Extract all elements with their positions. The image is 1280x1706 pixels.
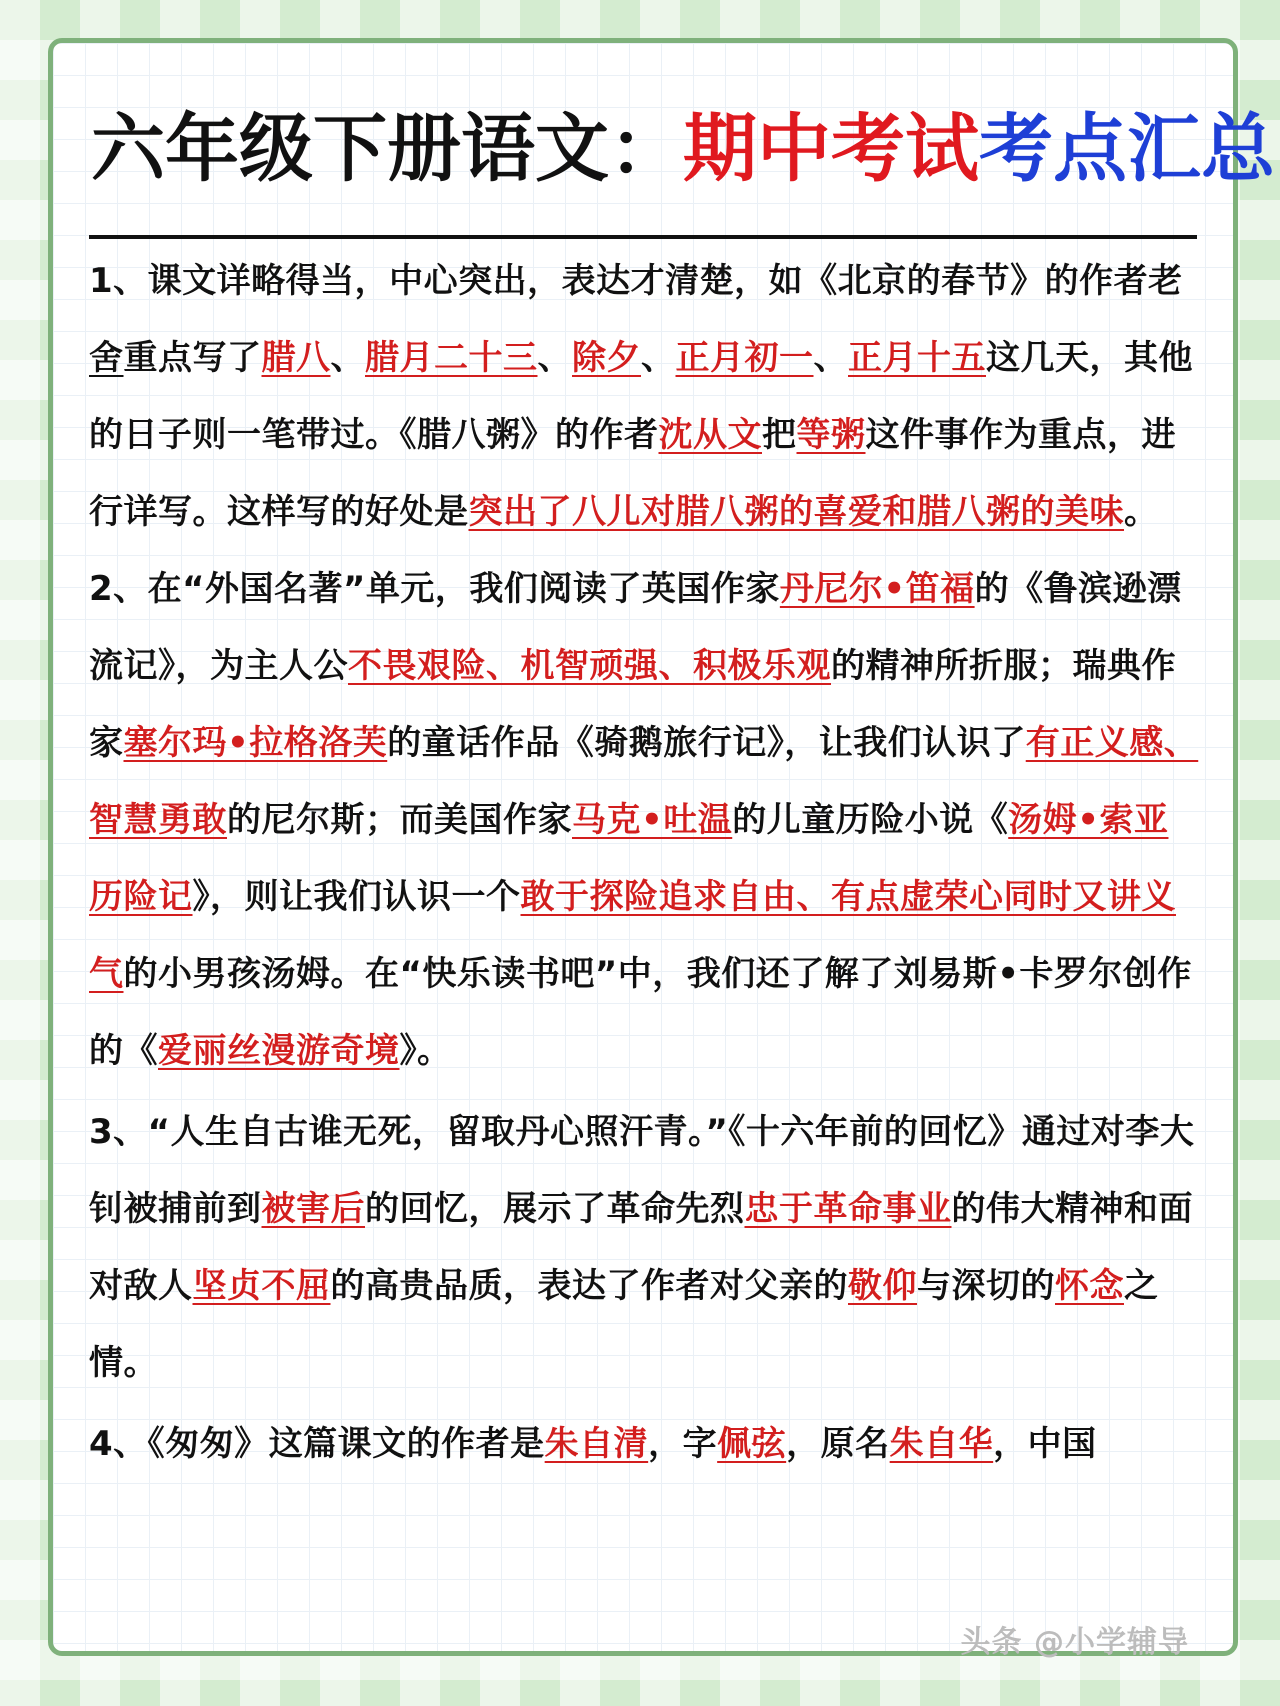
p1-text-3: 、 xyxy=(330,338,365,378)
p2-highlight-8: 爱丽丝漫游奇境 xyxy=(158,1031,400,1071)
page-title xyxy=(91,105,1275,194)
title-part-3: 考点汇总 xyxy=(979,106,1275,192)
p1-text-8: 把 xyxy=(762,415,797,455)
p3-text-6: 之情。 xyxy=(89,1266,1159,1383)
p2-text-7: 》，则让我们认识一个 xyxy=(192,877,521,917)
p4-highlight-3: 朱自华 xyxy=(889,1424,994,1464)
p1-highlight-5: 正月十五 xyxy=(848,338,986,378)
p1-underlined-char: 舍 xyxy=(89,338,124,378)
p4-highlight-1: 朱自清 xyxy=(544,1424,649,1464)
p2-text-3: 的精神所折服；瑞典作家 xyxy=(89,646,1176,763)
p1-highlight-4: 正月初一 xyxy=(675,338,814,378)
p2-highlight-5: 马克•吐温 xyxy=(572,800,733,840)
p3-highlight-5: 怀念 xyxy=(1055,1266,1124,1306)
p2-text-2: 的《鲁滨逊漂流记》，为主人公 xyxy=(89,569,1182,686)
p2-text-9: 》。 xyxy=(399,1031,452,1071)
notes-card xyxy=(48,38,1275,1660)
paragraph-3 xyxy=(89,1094,1199,1402)
p2-highlight-3: 塞尔玛•拉格洛芙 xyxy=(123,723,388,763)
p1-text-6: 、 xyxy=(813,338,848,378)
p3-text-5: 与深切的 xyxy=(917,1266,1055,1306)
p3-text-3: 的伟大精神和面对敌人 xyxy=(89,1189,1193,1306)
p3-text-1: 3、“人生自古谁无死，留取丹心照汗青。”《十六年前的回忆》通过对李大钊被捕前到 xyxy=(89,1112,1195,1229)
paragraph-1 xyxy=(89,243,1199,551)
watermark: 头条 @小学辅导 xyxy=(960,1625,1189,1660)
paragraph-2 xyxy=(89,551,1199,1090)
p3-text-2: 的回忆，展示了革命先烈 xyxy=(365,1189,745,1229)
paragraph-4 xyxy=(89,1406,1199,1483)
p2-highlight-4: 有正义感、智慧勇敢 xyxy=(89,723,1199,840)
title-divider xyxy=(89,235,1197,239)
p2-highlight-2: 不畏艰险、机智顽强、积极乐观 xyxy=(348,646,831,686)
p1-highlight-7: 等粥 xyxy=(796,415,866,455)
p1-highlight-2: 腊月二十三 xyxy=(365,338,538,378)
p1-highlight-6: 沈从文 xyxy=(658,415,762,455)
p1-highlight-3: 除夕 xyxy=(572,338,641,378)
p2-highlight-6: 汤姆•索亚历险记 xyxy=(89,800,1169,917)
p3-text-4: 的高贵品质，表达了作者对父亲的 xyxy=(330,1266,848,1306)
p4-text-2: ，字 xyxy=(648,1424,718,1464)
p1-text-5: 、 xyxy=(641,338,676,378)
p1-text-2: 重点写了 xyxy=(123,338,262,378)
p1-text-9: 这件事作为重点，进行详写。这样写的好处是 xyxy=(89,415,1176,532)
p1-text-7: 这几天，其他的日子则一笔带过。《腊八粥》的作者 xyxy=(89,338,1193,455)
p2-text-4: 的童话作品《骑鹅旅行记》，让我们认识了 xyxy=(387,723,1026,763)
p3-highlight-3: 坚贞不屈 xyxy=(192,1266,331,1306)
p4-text-4: ，中国 xyxy=(993,1424,1097,1464)
p2-text-1: 2、在“外国名著”单元，我们阅读了英国作家 xyxy=(89,569,780,609)
p2-text-8: 的小男孩汤姆。在“快乐读书吧”中，我们还了解了刘易斯•卡罗尔创作的《 xyxy=(89,954,1192,1071)
notes-content xyxy=(89,243,1199,1483)
p1-highlight-1: 腊八 xyxy=(261,338,331,378)
p2-highlight-7: 敢于探险追求自由、有点虚荣心同时又讲义气 xyxy=(89,877,1176,994)
p1-text-1: 1、课文详略得当，中心突出，表达才清楚，如《北京的春节》的作者老 xyxy=(89,261,1183,301)
p2-highlight-1: 丹尼尔•笛福 xyxy=(779,569,975,609)
title-part-1: 六年级下册语文： xyxy=(91,106,683,192)
p4-text-1: 4、《匆匆》这篇课文的作者是 xyxy=(89,1424,545,1464)
p3-highlight-4: 敬仰 xyxy=(848,1266,917,1306)
p1-text-10: 。 xyxy=(1124,492,1159,532)
p4-text-3: ，原名 xyxy=(786,1424,890,1464)
p3-highlight-1: 被害后 xyxy=(261,1189,365,1229)
p3-highlight-2: 忠于革命事业 xyxy=(744,1189,952,1229)
p4-highlight-2: 佩弦 xyxy=(717,1424,787,1464)
p1-text-4: 、 xyxy=(537,338,572,378)
p2-text-6: 的儿童历险小说《 xyxy=(732,800,1009,840)
p2-text-5: 的尼尔斯；而美国作家 xyxy=(227,800,572,840)
title-part-2: 期中考试 xyxy=(683,106,979,192)
p1-highlight-8: 突出了八儿对腊八粥的喜爱和腊八粥的美味 xyxy=(468,492,1124,532)
